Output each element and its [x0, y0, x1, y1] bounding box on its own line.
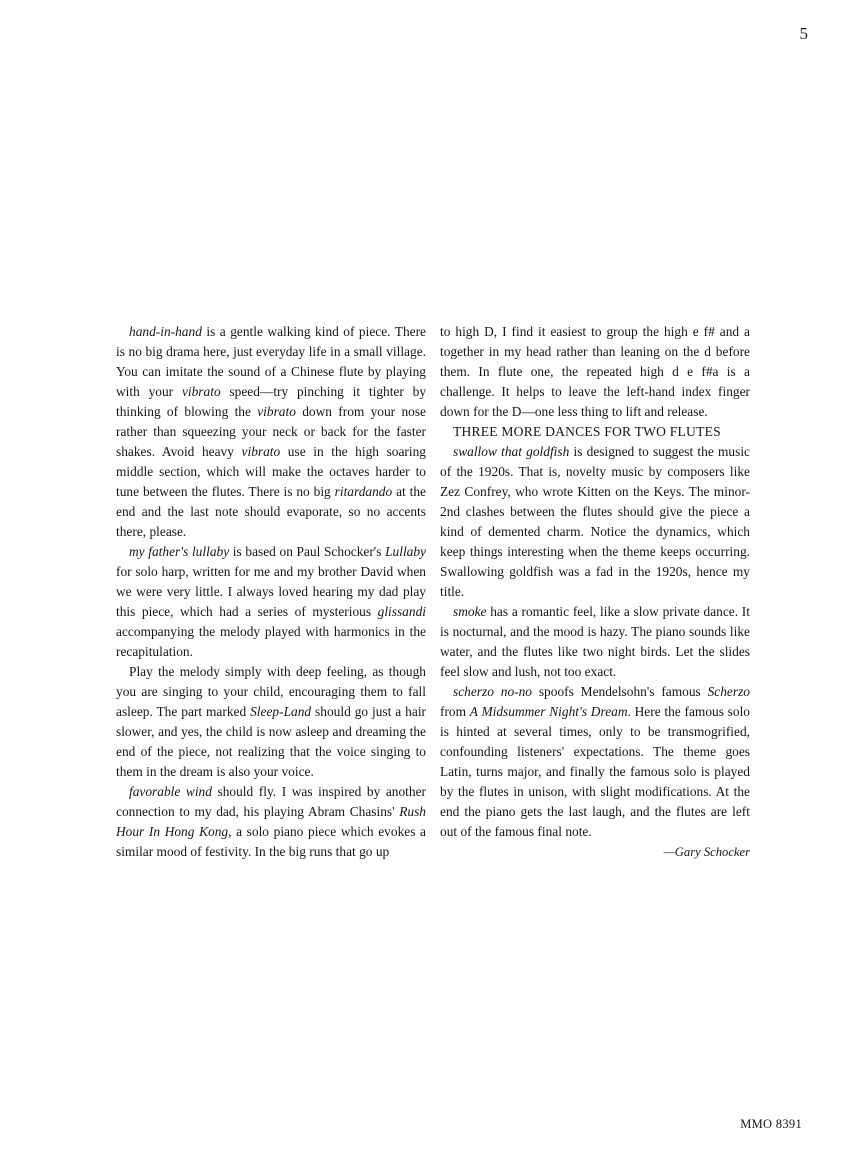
paragraph-text: . Here the famous solo is hinted at several times, only to be transmogrified, confounding listeners' expectations. The theme goes Latin, turns major, and finally the famous solo is played by the flutes in unison, with slight modifications. At the end the piano gets the last laugh, and the flutes are left out of the famous final note. [440, 704, 751, 839]
section-heading: THREE MORE DANCES FOR TWO FLUTES [453, 424, 721, 439]
paragraph-hand-in-hand [116, 322, 426, 542]
term: ritardando [334, 484, 393, 499]
paragraph-my-fathers-lullaby [116, 542, 426, 662]
author-signature: —Gary Schocker [663, 845, 750, 859]
paragraph-text: use in the high soaring middle section, which will make the octaves harder to tune between the flutes. There is no big [116, 444, 426, 499]
work-title: A Midsummer Night's Dream [469, 704, 628, 719]
term: vibrato [241, 444, 281, 459]
page-number: 5 [799, 24, 808, 43]
paragraph-text: speed—try pinching it tighter by thinking of blowing the [116, 384, 427, 419]
paragraph-text: Play the melody simply with deep feeling, as though you are singing to your child, encouraging them to fall asleep. The part marked [116, 664, 426, 719]
paragraph-text: at the end and the last note should evaporate, so no accents there, please. [116, 484, 426, 539]
paragraph-text: accompanying the melody played with harmonics in the recapitulation. [116, 624, 426, 659]
paragraph-continuation: to high D, I find it easiest to group the high e f# and a together in my head rather than leaning on the d before them. In flute one, the repeated high d e f#a is a challenge. It helps to leave the left-hand index finger down for the D—one less thing to lift and release. [440, 324, 750, 419]
paragraph-text: spoofs Mendelsohn's famous [532, 684, 708, 699]
work-title: Rush Hour In Hong Kong [116, 804, 426, 839]
paragraph-text: has a romantic feel, like a slow private dance. It is nocturnal, and the mood is hazy. The piano sounds like water, and the flutes like two night birds. Let the slides feel slow and lush, not too exact. [440, 604, 750, 679]
term: vibrato [181, 384, 221, 399]
paragraph-text: down from your nose rather than squeezing your neck or back for the faster shakes. Avoid heavy [116, 404, 426, 459]
paragraph-text: , a solo piano piece which evokes a similar mood of festivity. In the big runs that go up [116, 824, 426, 859]
right-column [440, 322, 750, 862]
piece-title: scherzo no-no [453, 684, 532, 699]
left-column [116, 322, 426, 862]
paragraph-scherzo-no-no [440, 682, 750, 842]
paragraph-smoke [440, 602, 750, 682]
piece-title: favorable wind [129, 784, 212, 799]
paragraph-play-the-melody [116, 662, 426, 782]
piece-title: smoke [453, 604, 487, 619]
paragraph-text: should fly. I was inspired by another connection to my dad, his playing Abram Chasins' [116, 784, 426, 819]
catalog-number: MMO 8391 [740, 1117, 802, 1131]
term: glissandi [377, 604, 426, 619]
paragraph-text: from [440, 704, 470, 719]
piece-title: my father's lullaby [129, 544, 230, 559]
work-title: Lullaby [385, 544, 426, 559]
piece-title: hand-in-hand [129, 324, 202, 339]
paragraph-text: is based on Paul Schocker's [229, 544, 386, 559]
paragraph-favorable-wind [116, 782, 426, 862]
paragraph-text: for solo harp, written for me and my brother David when we were very little. I always loved hearing my dad play this piece, which had a series of mysterious [116, 564, 426, 619]
paragraph-text: is a gentle walking kind of piece. There is no big drama here, just everyday life in a small village. You can imitate the sound of a Chinese flute by playing with your [116, 324, 426, 399]
paragraph-swallow-that-goldfish [440, 442, 750, 602]
paragraph-text: should go just a hair slower, and yes, the child is now asleep and dreaming the end of the piece, not realizing that the voice singing to them in the dream is also your voice. [116, 704, 427, 779]
paragraph-text: is designed to suggest the music of the 1920s. That is, novelty music by composers like Zez Confrey, who wrote Kitten on the Keys. The minor-2nd clashes between the flutes should give the piece a kind of demented charm. Notice the dynamics, which keep things interesting when the theme keeps occurring. Swallowing goldfish was a fad in the 1920s, hence my title. [440, 444, 750, 599]
work-title: Scherzo [707, 684, 750, 699]
piece-title: swallow that goldfish [453, 444, 570, 459]
term: Sleep-Land [250, 704, 312, 719]
term: vibrato [257, 404, 296, 419]
